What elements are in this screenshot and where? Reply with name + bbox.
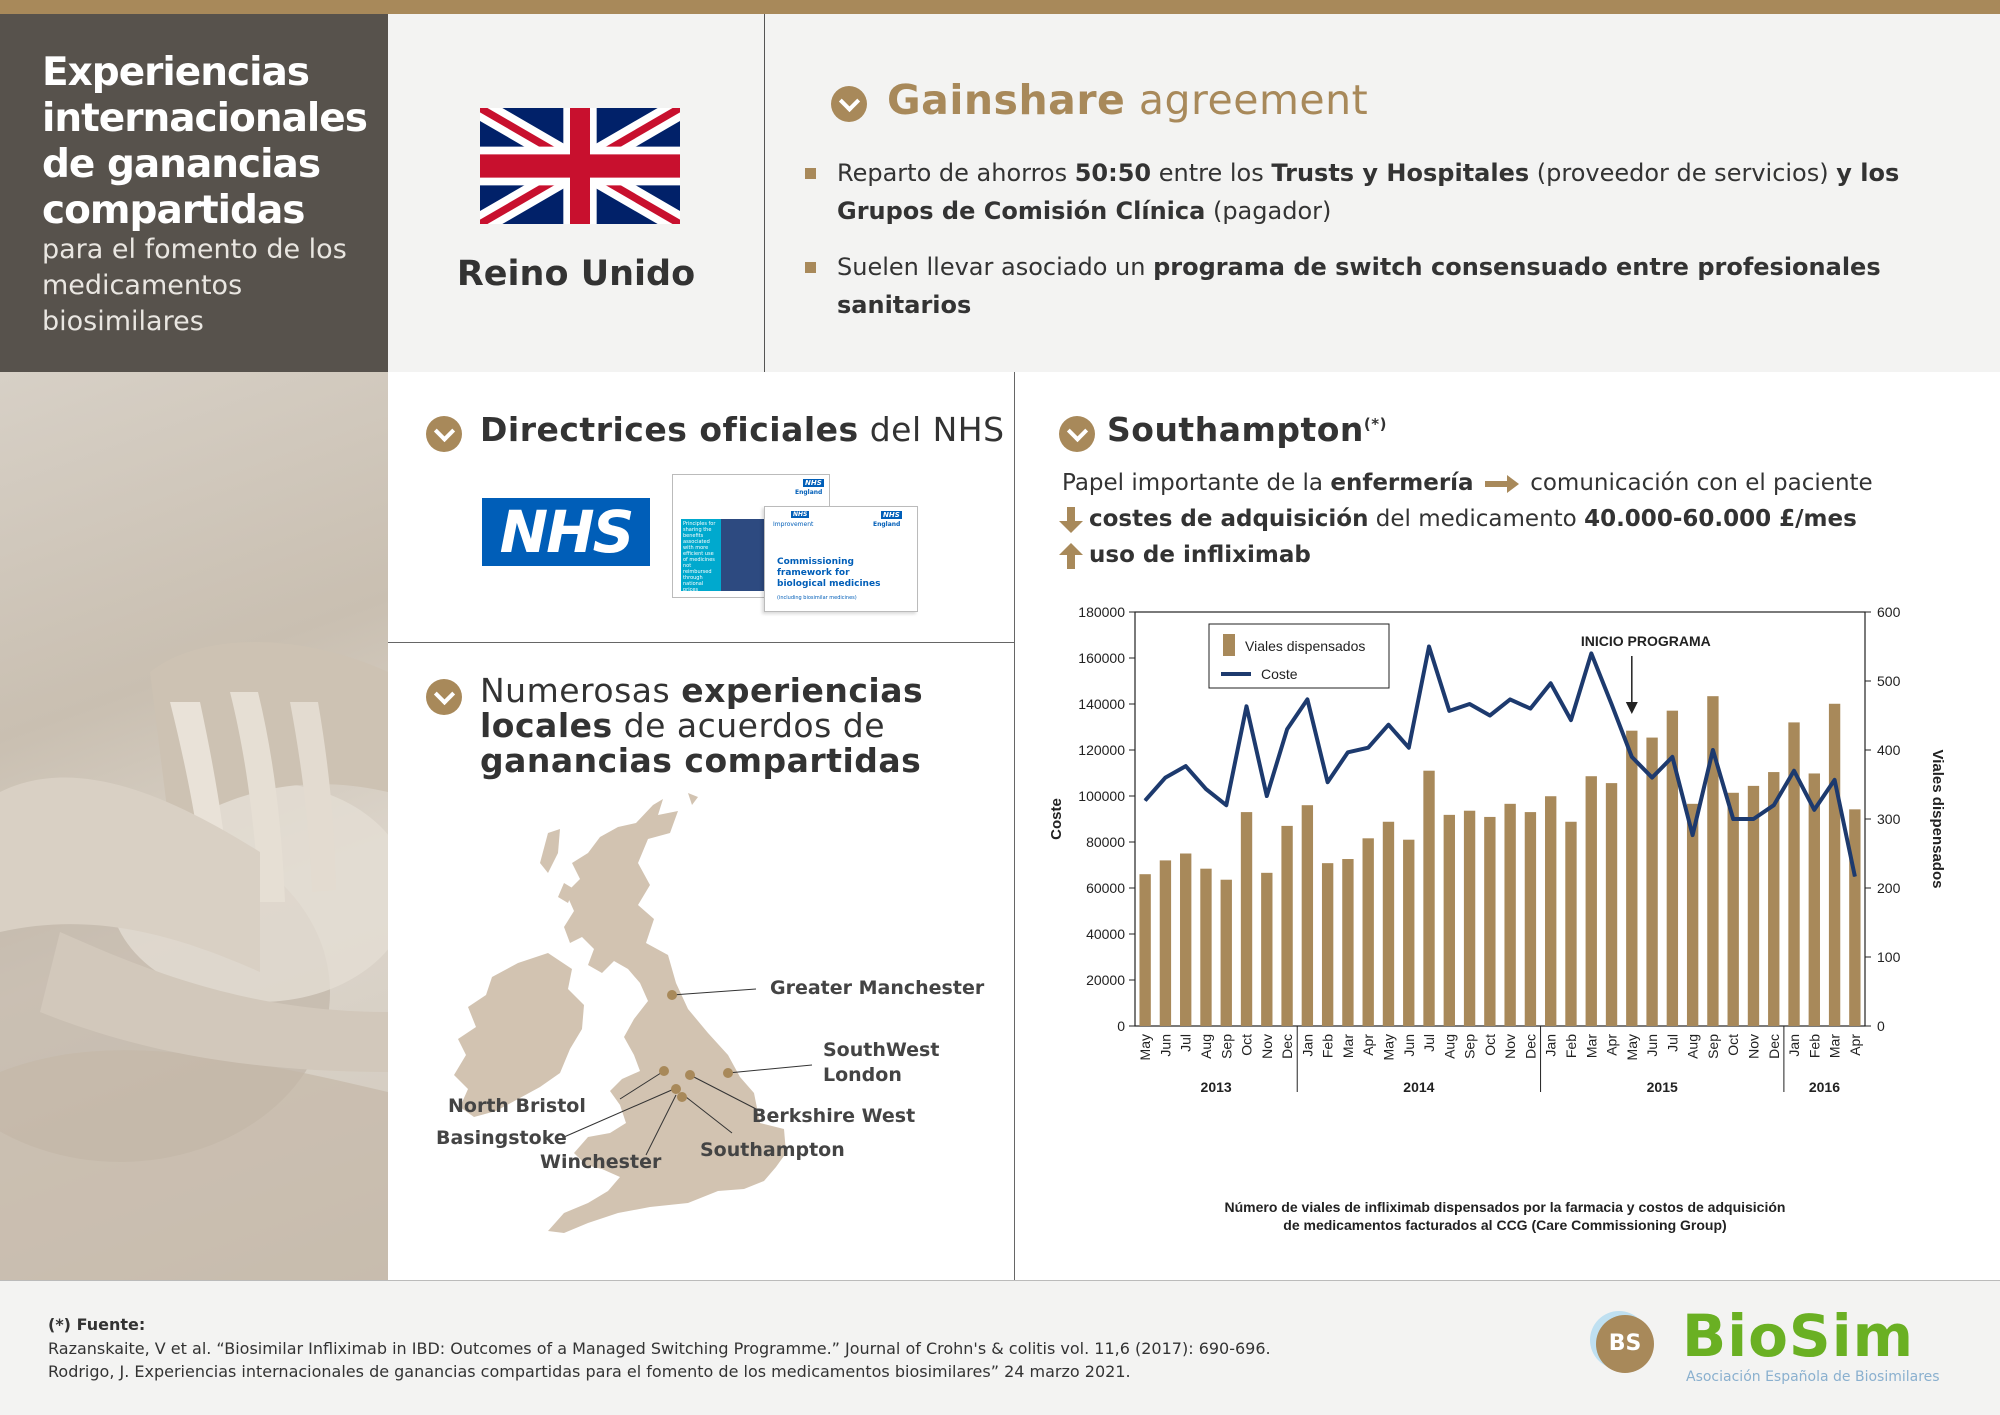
point-coste <box>1347 752 1348 753</box>
x-tick-label: Dec <box>1522 1034 1539 1059</box>
x-tick-label: Jul <box>1421 1034 1438 1052</box>
y-left-tick-label: 0 <box>1117 1018 1125 1034</box>
point-coste <box>1185 766 1186 767</box>
local-heading <box>480 673 923 778</box>
legend-box <box>1209 624 1389 688</box>
x-tick-label: Apr <box>1846 1034 1863 1056</box>
nhs-heading <box>480 410 1005 449</box>
marker-basingstoke <box>671 1084 681 1094</box>
hands-photo <box>0 372 388 1280</box>
x-tick-label: May <box>1137 1034 1154 1061</box>
hebrides-shape <box>540 829 574 903</box>
point-coste <box>1429 646 1430 647</box>
x-tick-label: Jun <box>1400 1034 1417 1057</box>
y-right-tick-label: 500 <box>1877 673 1901 689</box>
bar-viales <box>1139 874 1150 1026</box>
annotation-inicio-programa: INICIO PROGRAMA <box>1580 633 1711 649</box>
bar-viales <box>1241 812 1252 1026</box>
chart-caption-line-1: Número de viales de infliximab dispensados por la farmacia y costos de adquisición <box>1224 1199 1786 1215</box>
arrow-right-icon <box>1485 473 1519 495</box>
place-greater-manchester: Greater Manchester <box>770 977 985 999</box>
gainshare-heading <box>887 76 1368 124</box>
southampton-heading-text: Southampton <box>1107 410 1364 449</box>
point-coste <box>1408 747 1409 748</box>
x-tick-label: Sep <box>1704 1034 1721 1059</box>
x-tick-label: May <box>1623 1034 1640 1061</box>
gainshare-panel <box>765 14 2000 372</box>
point-coste <box>1834 779 1835 780</box>
doc2-subtitle: (including biosimilar medicines) <box>777 595 857 601</box>
southampton-line-1 <box>1062 470 1873 496</box>
bar-viales <box>1728 793 1739 1026</box>
doc2-badge-1: NHS <box>793 511 808 518</box>
point-coste <box>1145 800 1146 801</box>
x-tick-label: Jan <box>1299 1034 1316 1057</box>
line-bold: costes de adquisición <box>1089 506 1369 532</box>
marker-berkshire-west <box>685 1070 695 1080</box>
point-coste <box>1672 756 1673 757</box>
chevron-down-icon <box>426 416 462 452</box>
source-label: (*) Fuente: <box>48 1315 146 1334</box>
southampton-panel <box>1015 372 2000 1280</box>
bar-viales <box>1160 860 1171 1026</box>
nhs-heading-rest: del NHS <box>869 410 1005 449</box>
doc1-badge-sub: England <box>795 489 823 496</box>
point-coste <box>1165 777 1166 778</box>
chart-caption-line-2: de medicamentos facturados al CCG (Care Commissioning Group) <box>1283 1217 1727 1233</box>
bar-viales <box>1829 704 1840 1026</box>
marker-southwest-london <box>723 1068 733 1078</box>
y-right-tick-label: 0 <box>1877 1018 1885 1034</box>
bullet-text: (proveedor de servicios) <box>1529 159 1837 187</box>
y-right-tick-label: 300 <box>1877 811 1901 827</box>
page-title: Experiencias internacionales de ganancias compartidas <box>42 50 367 233</box>
source-1: Razanskaite, V et al. “Biosimilar Infliximab in IBD: Outcomes of a Managed Switching Programme.” Journal of Crohn's & colitis vol. 11,6 (2017): 690-696. <box>48 1339 1271 1358</box>
gainshare-heading-bold: Gainshare <box>887 76 1126 124</box>
point-coste <box>1489 715 1490 716</box>
bar-viales <box>1221 880 1232 1026</box>
x-year-label: 2016 <box>1808 1079 1841 1095</box>
x-tick-label: Jul <box>1177 1034 1194 1052</box>
footer <box>0 1280 2000 1415</box>
doc2-badge-sub: England <box>873 521 901 528</box>
bar-viales <box>1180 854 1191 1027</box>
southampton-heading <box>1107 410 1387 449</box>
y-left-tick-label: 120000 <box>1078 742 1125 758</box>
x-tick-label: Jun <box>1644 1034 1661 1057</box>
line-text: Papel importante de la <box>1062 470 1331 496</box>
y-left-tick-label: 140000 <box>1078 696 1125 712</box>
bullet-text: Reparto de ahorros <box>837 159 1075 187</box>
x-tick-label: Feb <box>1806 1034 1823 1059</box>
country-panel <box>388 14 765 372</box>
bar-viales <box>1788 722 1799 1026</box>
point-coste <box>1652 777 1653 778</box>
y-right-tick-label: 200 <box>1877 880 1901 896</box>
x-tick-label: Jan <box>1542 1034 1559 1057</box>
point-coste <box>1327 782 1328 783</box>
line-text: del medicamento <box>1368 506 1585 532</box>
bullet-bold: y los Grupos de Comisión Clínica <box>837 159 1900 225</box>
place-berkshire-west: Berkshire West <box>752 1105 916 1127</box>
bar-viales <box>1302 805 1313 1026</box>
bar-viales <box>1707 696 1718 1026</box>
point-coste <box>1388 724 1389 725</box>
y-left-tick-label: 40000 <box>1086 926 1125 942</box>
bar-viales <box>1423 771 1434 1026</box>
x-tick-label: Jul <box>1664 1034 1681 1052</box>
point-coste <box>1854 876 1855 877</box>
x-tick-label: Oct <box>1238 1034 1255 1056</box>
x-tick-label: Feb <box>1562 1034 1579 1059</box>
point-coste <box>1368 747 1369 748</box>
nhs-document-2 <box>764 506 918 612</box>
chevron-down-icon <box>1059 416 1095 452</box>
y-right-tick-label: 400 <box>1877 742 1901 758</box>
bar-viales <box>1646 738 1657 1026</box>
bar-viales <box>1383 822 1394 1026</box>
chevron-down-icon <box>426 679 462 715</box>
x-tick-label: Apr <box>1360 1034 1377 1056</box>
x-tick-label: Feb <box>1319 1034 1336 1059</box>
arrow-up-icon <box>1059 543 1083 569</box>
y-left-tick-label: 80000 <box>1086 834 1125 850</box>
doc1-text: Principles for sharing the benefits associated with more efficient use of medicines not reimbursed through national prices <box>681 519 721 591</box>
marker-southampton <box>677 1092 687 1102</box>
local-experiences-panel <box>388 643 1015 1280</box>
bullet-text: Suelen llevar asociado un <box>837 253 1154 281</box>
gainshare-bullet-1 <box>837 154 1937 230</box>
page-subtitle: para el fomento de los medicamentos biosimilares <box>42 234 347 337</box>
gainshare-bullet-2 <box>837 248 1937 324</box>
bar-viales <box>1403 840 1414 1026</box>
place-southwest-london: SouthWest London <box>823 1039 940 1086</box>
point-coste <box>1570 720 1571 721</box>
point-coste <box>1469 704 1470 705</box>
marker-north-bristol <box>659 1066 669 1076</box>
arrow-down-icon <box>1059 507 1083 533</box>
bullet-bold: 50:50 <box>1074 159 1152 187</box>
local-heading-bold: ganancias compartidas <box>480 741 922 780</box>
y-left-axis-label: Coste <box>1048 798 1065 840</box>
point-coste <box>1692 835 1693 836</box>
bar-viales <box>1687 804 1698 1026</box>
nhs-heading-bold: Directrices oficiales <box>480 410 859 449</box>
x-tick-label: Sep <box>1218 1034 1235 1059</box>
doc2-title: Commissioning framework for biological medicines <box>777 557 881 589</box>
bar-viales <box>1525 812 1536 1026</box>
place-southampton: Southampton <box>700 1139 845 1161</box>
point-coste <box>1773 805 1774 806</box>
bar-viales <box>1565 822 1576 1026</box>
x-tick-label: Aug <box>1197 1034 1214 1059</box>
doc1-nhs-badge: NHS <box>805 479 822 487</box>
southampton-line-2 <box>1059 506 1857 533</box>
point-coste <box>1631 756 1632 757</box>
point-coste <box>1733 819 1734 820</box>
doc2-improvement: Improvement <box>773 521 814 528</box>
infliximab-chart <box>1015 582 2000 1242</box>
bar-viales <box>1342 859 1353 1026</box>
bar-viales <box>1322 863 1333 1026</box>
x-year-label: 2014 <box>1403 1079 1435 1095</box>
nhs-logo: NHS <box>482 498 650 566</box>
point-coste <box>1794 770 1795 771</box>
bar-viales <box>1281 826 1292 1026</box>
x-tick-label: Dec <box>1765 1034 1782 1059</box>
x-year-label: 2013 <box>1200 1079 1232 1095</box>
southampton-line-3 <box>1059 542 1311 569</box>
top-accent-bar <box>0 0 2000 14</box>
y-left-tick-label: 60000 <box>1086 880 1125 896</box>
x-tick-label: Jan <box>1786 1034 1803 1057</box>
bullet-text: entre los <box>1151 159 1272 187</box>
chevron-down-icon <box>831 86 867 122</box>
x-tick-label: Aug <box>1441 1034 1458 1059</box>
bar-viales <box>1261 873 1272 1026</box>
nhs-panel <box>388 372 1015 643</box>
line-bold: uso de infliximab <box>1089 542 1311 568</box>
point-coste <box>1266 796 1267 797</box>
point-coste <box>1753 819 1754 820</box>
bar-viales <box>1748 786 1759 1026</box>
y-right-axis-label: Viales dispensados <box>1929 749 1946 889</box>
x-tick-label: Oct <box>1481 1034 1498 1056</box>
point-coste <box>1510 699 1511 700</box>
source-2: Rodrigo, J. Experiencias internacionales de ganancias compartidas para el fomento de los medicamentos biosimilares” 24 marzo 2021. <box>48 1362 1131 1381</box>
bar-viales <box>1606 783 1617 1026</box>
local-heading-text: Numerosas <box>480 671 682 710</box>
orkney-shape <box>688 793 698 805</box>
legend-label-line: Coste <box>1261 666 1298 682</box>
y-right-tick-label: 600 <box>1877 604 1901 620</box>
gainshare-heading-rest: agreement <box>1138 76 1369 124</box>
y-left-tick-label: 160000 <box>1078 650 1125 666</box>
bar-viales <box>1626 731 1637 1026</box>
x-tick-label: Dec <box>1279 1034 1296 1059</box>
bar-viales <box>1444 815 1455 1026</box>
y-right-tick-label: 100 <box>1877 949 1901 965</box>
point-coste <box>1449 710 1450 711</box>
x-tick-label: Apr <box>1603 1034 1620 1056</box>
x-tick-label: Oct <box>1725 1034 1742 1056</box>
bullet-text: (pagador) <box>1205 197 1332 225</box>
local-heading-bold: locales <box>480 706 613 745</box>
bar-viales <box>1464 811 1475 1026</box>
x-tick-label: Mar <box>1339 1034 1356 1059</box>
biosim-logo-badge: BS <box>1596 1315 1654 1373</box>
bar-viales <box>1504 804 1515 1026</box>
bullet-bold: Trusts y Hospitales <box>1271 159 1530 187</box>
doc2-badge-2: NHS <box>883 511 900 519</box>
line-bold: 40.000-60.000 £/mes <box>1584 506 1857 532</box>
line-text: comunicación con el paciente <box>1530 470 1873 496</box>
point-coste <box>1712 750 1713 751</box>
y-left-tick-label: 100000 <box>1078 788 1125 804</box>
place-basingstoke: Basingstoke <box>436 1127 567 1149</box>
point-coste <box>1205 789 1206 790</box>
x-tick-label: Sep <box>1461 1034 1478 1059</box>
y-left-tick-label: 180000 <box>1078 604 1125 620</box>
x-tick-label: Nov <box>1258 1034 1275 1059</box>
x-tick-label: Aug <box>1684 1034 1701 1059</box>
x-year-label: 2015 <box>1646 1079 1678 1095</box>
ireland-shape <box>454 953 584 1117</box>
y-left-tick-label: 20000 <box>1086 972 1125 988</box>
point-coste <box>1226 805 1227 806</box>
local-heading-bold: experiencias <box>681 671 924 710</box>
bar-viales <box>1484 817 1495 1026</box>
place-winchester: Winchester <box>540 1151 662 1173</box>
x-tick-label: Mar <box>1583 1034 1600 1059</box>
x-tick-label: Nov <box>1745 1034 1762 1059</box>
point-coste <box>1530 708 1531 709</box>
bar-viales <box>1200 869 1211 1026</box>
point-coste <box>1611 704 1612 705</box>
marker-greater-manchester <box>667 990 677 1000</box>
point-coste <box>1550 683 1551 684</box>
point-coste <box>1814 809 1815 810</box>
biosim-logo-subtitle: Asociación Española de Biosimilares <box>1686 1369 1940 1385</box>
x-tick-label: Nov <box>1502 1034 1519 1059</box>
title-box <box>0 14 388 372</box>
point-coste <box>1287 729 1288 730</box>
point-coste <box>1591 653 1592 654</box>
bar-viales <box>1586 776 1597 1026</box>
country-name: Reino Unido <box>456 254 696 294</box>
line-bold: enfermería <box>1330 470 1474 496</box>
bar-viales <box>1545 796 1556 1026</box>
x-tick-label: Mar <box>1826 1034 1843 1059</box>
local-heading-text: de acuerdos de <box>612 706 886 745</box>
uk-flag-icon <box>480 108 680 224</box>
point-coste <box>1307 699 1308 700</box>
legend-swatch-bar <box>1223 634 1235 656</box>
southampton-heading-sup: (*) <box>1363 415 1387 433</box>
place-north-bristol: North Bristol <box>448 1095 586 1117</box>
uk-map <box>388 793 1014 1280</box>
bar-viales <box>1363 838 1374 1026</box>
biosim-logo-name: BioSim <box>1682 1302 1915 1370</box>
point-coste <box>1246 706 1247 707</box>
legend-label-bar: Viales dispensados <box>1245 638 1366 654</box>
x-tick-label: Jun <box>1157 1034 1174 1057</box>
bar-viales <box>1849 809 1860 1026</box>
bullet-bold: programa de switch consensuado entre profesionales sanitarios <box>837 253 1881 319</box>
x-tick-label: May <box>1380 1034 1397 1061</box>
